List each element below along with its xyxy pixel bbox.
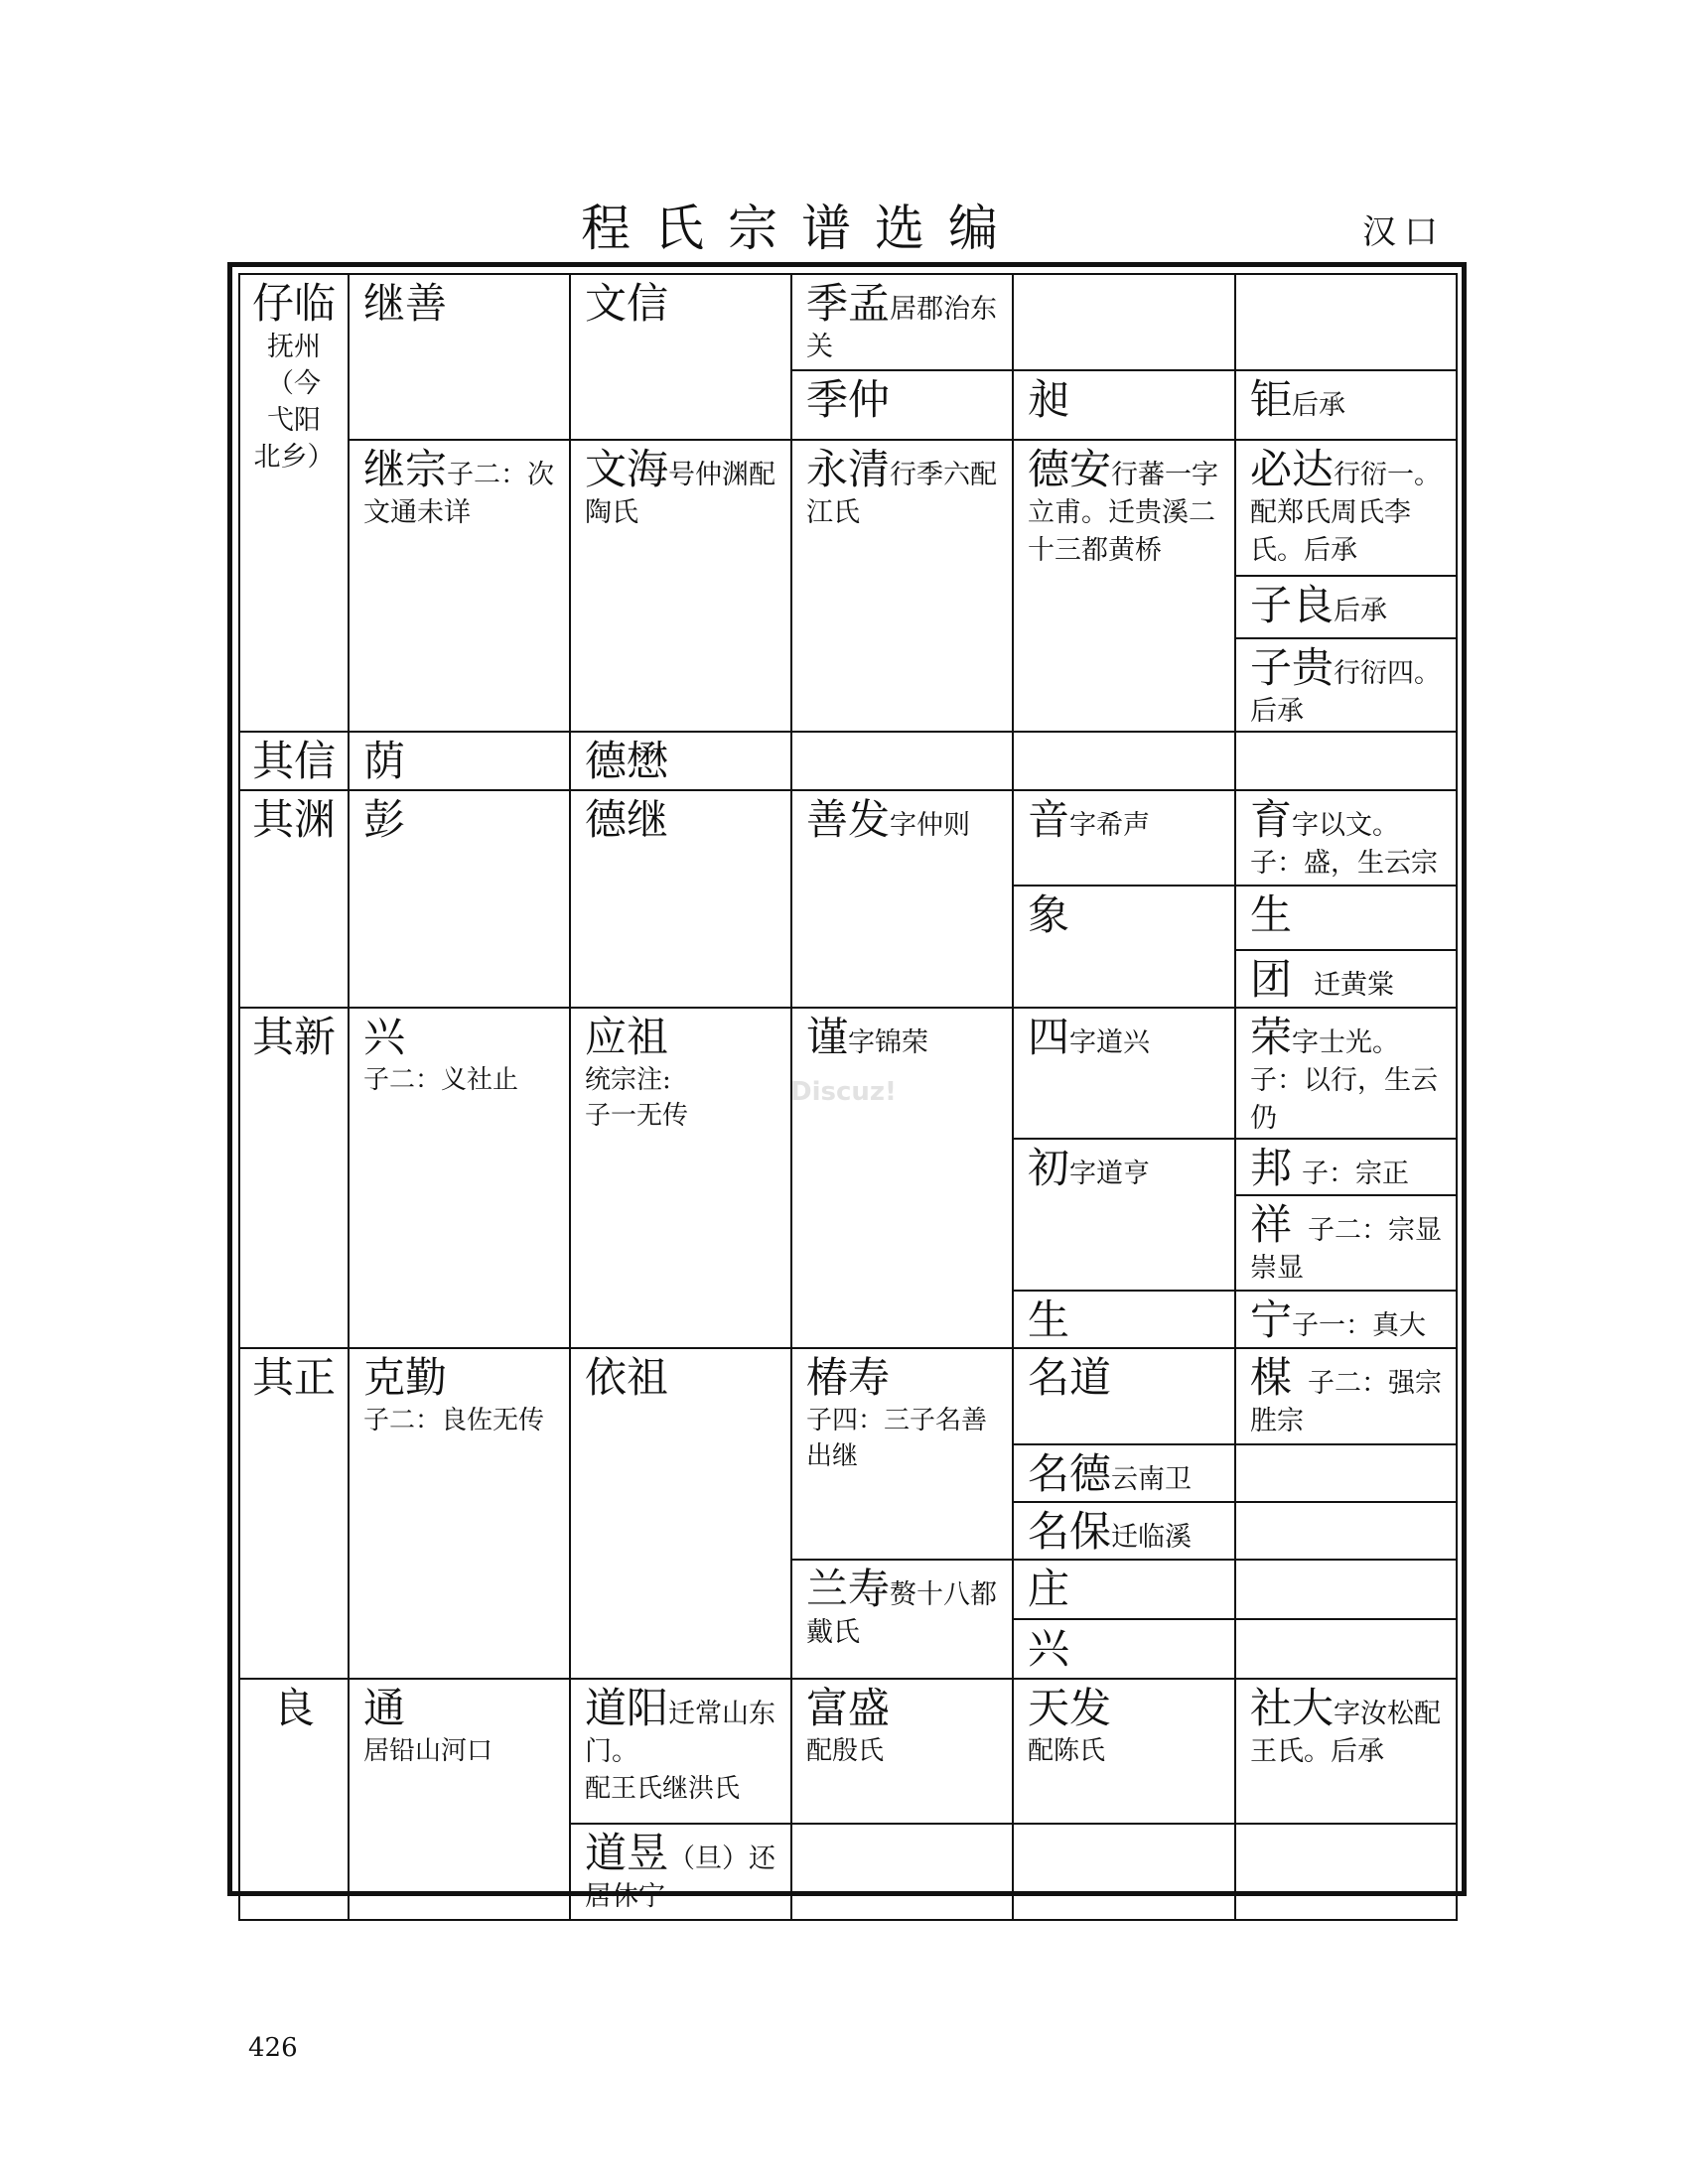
entry-note: 后承 <box>1292 390 1346 421</box>
person-cell <box>1013 1444 1235 1502</box>
person-cell <box>1013 886 1235 1008</box>
person-cell <box>570 1679 791 1824</box>
entry-note: 行衍一。配郑氏周氏李氏。后承 <box>1250 460 1442 566</box>
person-cell <box>1235 1679 1457 1824</box>
entry-note: 赘十八都戴氏 <box>806 1579 998 1648</box>
generation-cell <box>239 274 349 732</box>
empty-cell <box>1235 1560 1457 1619</box>
person-cell <box>1235 370 1457 440</box>
table-row <box>239 732 1457 790</box>
entry-note: 后承 <box>1334 596 1388 626</box>
person-cell <box>349 1008 570 1348</box>
person-cell <box>1235 1348 1457 1444</box>
entry-name: 子良 <box>1250 581 1335 629</box>
person-cell <box>349 732 570 790</box>
entry-name: 谨 <box>806 1013 849 1061</box>
empty-cell <box>1013 732 1235 790</box>
person-cell <box>1235 440 1457 576</box>
entry-name: 兴 <box>1028 1624 1070 1673</box>
table-row <box>239 274 1457 370</box>
empty-cell <box>791 732 1013 790</box>
generation-cell <box>239 1348 349 1679</box>
entry-name: 其新 <box>251 1013 336 1061</box>
watermark: Discuz! <box>790 1077 897 1107</box>
person-cell <box>1013 790 1235 886</box>
entry-name: 仔临 <box>251 279 336 328</box>
entry-name: 宁 <box>1250 1296 1293 1344</box>
person-cell <box>1013 1139 1235 1291</box>
entry-note: 子一：真大 <box>1292 1310 1427 1341</box>
entry-name: 名德 <box>1028 1449 1112 1498</box>
entry-name: 团 <box>1250 955 1293 1004</box>
entry-note: 子一无传 <box>585 1101 689 1131</box>
entry-note: 配陈氏 <box>1028 1736 1106 1766</box>
person-cell <box>1235 1139 1457 1195</box>
entry-name: 继善 <box>363 279 448 328</box>
entry-name: 道昱 <box>585 1829 669 1877</box>
person-cell <box>1013 370 1235 440</box>
person-cell <box>1013 1679 1235 1824</box>
entry-note: 子二：宗显崇显 <box>1250 1215 1443 1284</box>
person-cell <box>1013 1502 1235 1560</box>
entry-name: 其信 <box>251 737 336 785</box>
entry-note: 子：宗正 <box>1302 1159 1410 1189</box>
person-cell <box>1235 1195 1457 1291</box>
person-cell <box>1235 1008 1457 1139</box>
person-cell <box>349 1348 570 1679</box>
person-cell <box>1013 1560 1235 1619</box>
entry-name: 依祖 <box>585 1353 669 1402</box>
empty-cell <box>1235 1502 1457 1560</box>
entry-note: 迁黄棠 <box>1314 970 1395 1001</box>
person-cell <box>349 440 570 732</box>
entry-note: 子四：三子名善出继 <box>806 1406 988 1471</box>
entry-name: 季孟 <box>806 279 891 328</box>
entry-note: 行衍四。后承 <box>1250 658 1442 727</box>
entry-name: 生 <box>1250 890 1293 939</box>
person-cell <box>791 1679 1013 1824</box>
entry-note: 统宗注: <box>585 1065 671 1095</box>
page-number: 426 <box>248 2033 298 2063</box>
table-row <box>239 1008 1457 1139</box>
entry-name: 德继 <box>585 795 669 844</box>
entry-name: 必达 <box>1250 445 1335 493</box>
person-cell <box>349 274 570 440</box>
entry-name: 克勤 <box>363 1353 448 1402</box>
entry-note: 号仲渊配陶氏 <box>585 460 776 528</box>
entry-name: 永清 <box>806 445 891 493</box>
empty-cell <box>1013 274 1235 370</box>
entry-name: 文海 <box>585 445 669 493</box>
person-cell <box>791 370 1013 440</box>
person-cell <box>570 1008 791 1348</box>
entry-note: 配殷氏 <box>806 1736 885 1766</box>
entry-name: 四 <box>1028 1013 1070 1061</box>
entry-note: 配王氏继洪氏 <box>585 1774 741 1804</box>
person-cell <box>1235 950 1457 1008</box>
entry-note: 字锦荣 <box>848 1027 929 1058</box>
entry-note: 居铅山河口 <box>363 1736 493 1766</box>
generation-cell <box>239 732 349 790</box>
person-cell <box>349 1679 570 1920</box>
entry-name: 继宗 <box>363 445 448 493</box>
entry-name: 文信 <box>585 279 669 328</box>
entry-name: 生 <box>1028 1296 1070 1344</box>
entry-name: 兰寿 <box>806 1565 891 1613</box>
entry-note: 迁常山东门。 <box>585 1699 776 1767</box>
entry-note: 子二：次文通未详 <box>363 460 555 528</box>
entry-note: 云南卫 <box>1111 1464 1193 1495</box>
empty-cell <box>1013 1824 1235 1920</box>
entry-name: 应祖 <box>585 1013 669 1061</box>
person-cell <box>1013 1291 1235 1348</box>
entry-name: 季仲 <box>806 375 891 424</box>
entry-name: 良 <box>272 1684 315 1732</box>
entry-note: 子二：良佐无传 <box>363 1406 545 1435</box>
person-cell <box>791 440 1013 732</box>
entry-location: 北乡） <box>253 442 335 473</box>
entry-name: 荫 <box>363 737 406 785</box>
entry-name: 音 <box>1028 795 1070 844</box>
entry-name: 祥 <box>1250 1200 1293 1249</box>
entry-note: 居郡治东关 <box>806 294 998 362</box>
entry-name: 子贵 <box>1250 643 1335 692</box>
person-cell <box>791 1348 1013 1560</box>
generation-cell <box>239 790 349 1008</box>
entry-note: 行蕃一字立甫。迁贵溪二十三都黄桥 <box>1028 460 1219 566</box>
page-title: 程氏宗谱选编 <box>581 200 1022 257</box>
entry-location: 抚州 <box>267 332 321 362</box>
entry-name: 育 <box>1250 795 1293 844</box>
person-cell <box>570 274 791 440</box>
entry-note: 字汝松配王氏。后承 <box>1250 1699 1442 1767</box>
entry-name: 楳 <box>1250 1353 1293 1402</box>
generation-cell <box>239 1008 349 1348</box>
entry-name: 庄 <box>1028 1565 1070 1613</box>
entry-note: 字以文。子：盛，生云宗 <box>1250 810 1438 879</box>
entry-name: 名保 <box>1028 1507 1112 1556</box>
entry-note: 字希声 <box>1069 810 1151 841</box>
entry-location: （今 <box>267 368 321 399</box>
entry-name: 邦 <box>1250 1144 1293 1192</box>
person-cell <box>791 1560 1013 1679</box>
entry-name: 名道 <box>1028 1353 1112 1402</box>
person-cell <box>1235 886 1457 950</box>
person-cell <box>1013 1008 1235 1139</box>
entry-name: 彭 <box>363 795 406 844</box>
person-cell <box>791 790 1013 1008</box>
entry-name: 钜 <box>1250 375 1293 424</box>
entry-name: 通 <box>363 1684 406 1732</box>
person-cell <box>1235 576 1457 638</box>
person-cell <box>1013 1348 1235 1444</box>
entry-name: 初 <box>1028 1144 1070 1192</box>
region-label: 汉口 <box>1362 212 1446 252</box>
person-cell <box>570 1824 791 1920</box>
table-row <box>239 790 1457 886</box>
entry-name: 德安 <box>1028 445 1112 493</box>
entry-name: 椿寿 <box>806 1353 891 1402</box>
entry-note: 行季六配江氏 <box>806 460 998 528</box>
person-cell <box>791 274 1013 370</box>
table-row <box>239 1679 1457 1824</box>
entry-note: 字道兴 <box>1069 1027 1151 1058</box>
entry-name: 富盛 <box>806 1684 891 1732</box>
entry-name: 其正 <box>251 1353 336 1402</box>
person-cell <box>1235 1291 1457 1348</box>
entry-name: 象 <box>1028 890 1070 939</box>
empty-cell <box>1235 732 1457 790</box>
person-cell <box>1013 1619 1235 1679</box>
person-cell <box>791 1008 1013 1348</box>
entry-note: 字士光。子：以行，生云仍 <box>1250 1027 1438 1134</box>
empty-cell <box>1235 1824 1457 1920</box>
entry-note: 字仲则 <box>890 810 971 841</box>
entry-name: 其渊 <box>251 795 336 844</box>
empty-cell <box>1235 1444 1457 1502</box>
person-cell <box>1013 440 1235 732</box>
generation-cell <box>239 1679 349 1920</box>
entry-note: 迁临溪 <box>1111 1522 1193 1553</box>
person-cell <box>1235 638 1457 732</box>
person-cell <box>570 440 791 732</box>
entry-name: 道阳 <box>585 1684 669 1732</box>
person-cell <box>570 732 791 790</box>
entry-name: 德懋 <box>585 737 669 785</box>
entry-note: 子二：义社止 <box>363 1065 519 1095</box>
table-row <box>239 440 1457 576</box>
table-row <box>239 1348 1457 1444</box>
entry-name: 荣 <box>1250 1013 1293 1061</box>
entry-name: 社大 <box>1250 1684 1335 1732</box>
entry-name: 善发 <box>806 795 891 844</box>
person-cell <box>570 1348 791 1679</box>
person-cell <box>1235 790 1457 886</box>
person-cell <box>570 790 791 1008</box>
empty-cell <box>1235 274 1457 370</box>
empty-cell <box>791 1824 1013 1920</box>
person-cell <box>349 790 570 1008</box>
entry-name: 天发 <box>1028 1684 1112 1732</box>
entry-location: 弋阳 <box>267 405 321 436</box>
entry-name: 兴 <box>363 1013 406 1061</box>
entry-name: 昶 <box>1028 375 1070 424</box>
entry-note: 子二：强宗胜宗 <box>1250 1368 1443 1436</box>
entry-note: 字道亨 <box>1069 1159 1151 1189</box>
entry-note: （旦）还居休宁 <box>585 1843 776 1912</box>
empty-cell <box>1235 1619 1457 1679</box>
